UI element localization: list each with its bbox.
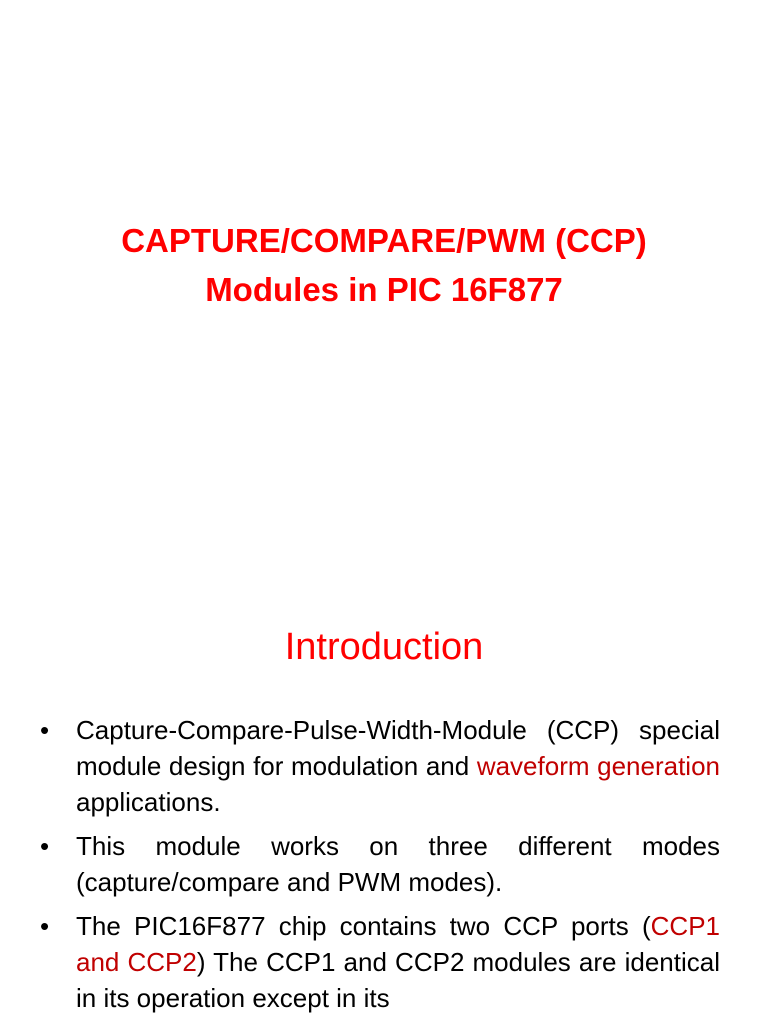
bullet-item-modes xyxy=(38,828,720,900)
bullet-list xyxy=(38,712,720,1024)
bullet-text: This module works on three different modes (capture/compare and PWM modes). xyxy=(76,831,720,897)
bullet-text: Capture-Compare-Pulse-Width-Module (CCP) special module design for modulation and xyxy=(76,715,720,781)
bullet-icon: • xyxy=(40,911,50,941)
bullet-text: ) The CCP1 and CCP2 modules are identical in its operation except in its xyxy=(76,947,720,1013)
title-line-1: CAPTURE/COMPARE/PWM (CCP) xyxy=(121,222,647,259)
bullet-icon: • xyxy=(40,831,50,861)
bullet-text: The PIC16F877 chip contains two CCP ports ( xyxy=(76,911,651,941)
title-line-2: Modules in PIC 16F877 xyxy=(205,271,563,308)
introduction-slide xyxy=(0,600,768,1024)
bullet-icon: • xyxy=(40,715,50,745)
highlighted-term: CCP1 and CCP2 xyxy=(76,911,720,977)
highlighted-term: waveform generation xyxy=(476,751,720,781)
bullet-item-ccp-ports xyxy=(38,908,720,1016)
bullet-text: applications. xyxy=(76,787,221,817)
bullet-item-ccp-definition xyxy=(38,712,720,820)
introduction-heading: Introduction xyxy=(284,626,484,668)
slide-title xyxy=(0,216,768,314)
